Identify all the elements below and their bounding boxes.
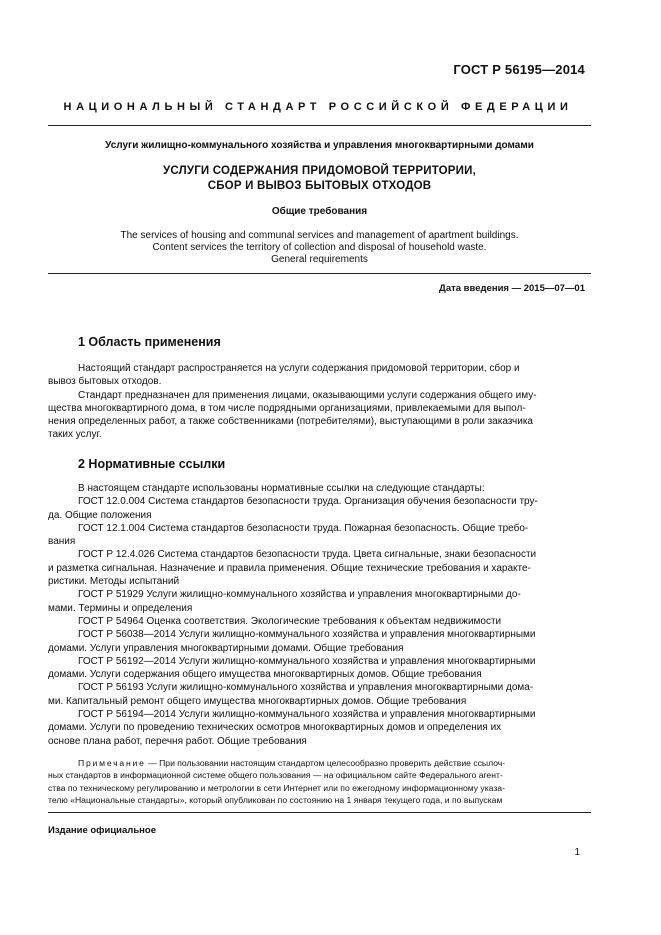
reference-line: ГОСТ 12.1.004 Система стандартов безопасности труда. Пожарная безопасность. Общие требо- (78, 522, 529, 534)
section-1-line: Настоящий стандарт распространяется на услуги содержания придомовой территории, сбор и (78, 363, 520, 374)
note-line: — При пользовании настоящим стандартом целесообразно проверить действие ссылоч- (145, 758, 506, 768)
note-first-line (78, 757, 590, 769)
reference-line: да. Общие положения (48, 509, 152, 521)
reference-line: ми. Капитальный ремонт общего имущества многоквартирных домов. Общие требования (48, 695, 467, 707)
section-1-line: Стандарт предназначен для применения лицами, оказывающими услуги содержания общего иму- (78, 389, 537, 401)
footer-divider (48, 812, 591, 813)
reference-line: ристики. Методы испытаний (48, 576, 180, 588)
top-divider (48, 125, 591, 126)
reference-line: ГОСТ Р 56194—2014 Услуги жилищно-коммунального хозяйства и управления многоквартирными (78, 709, 536, 721)
note-line: ных стандартов в информационной системе общего пользования — на официальном сайте Федерального агент- (48, 770, 503, 781)
reference-line: ГОСТ Р 54964 Оценка соответствия. Экологические требования к объектам недвижимости (78, 615, 502, 627)
section-1-line: щества многоквартирного дома, в том числе подрядными организациями, привлекаемыми для выпол- (48, 402, 526, 414)
reference-line: ГОСТ Р 56038—2014 Услуги жилищно-коммунального хозяйства и управления многоквартирными (78, 629, 536, 641)
reference-line: домами. Услуги по проведению технических осмотров многоквартирных домов и определения их (48, 722, 502, 734)
section-1-line: нения определенных работ, а также собственниками (потребителями), выступающими в роли заказчика (48, 416, 533, 428)
intro-date: Дата введения — 2015—07—01 (439, 283, 585, 294)
reference-line: ГОСТ 12.0.004 Система стандартов безопасности труда. Организация обучения безопасности тру- (78, 496, 538, 508)
reference-line: В настоящем стандарте использованы нормативные ссылки на следующие стандарты: (78, 483, 485, 494)
reference-line: вания (48, 536, 76, 548)
section-1-line: вывоз бытовых отходов. (48, 376, 162, 388)
reference-line: домами. Услуги содержания общего имущества многоквартирных домов. Общие требования (48, 669, 482, 681)
reference-line: ГОСТ Р 56193 Услуги жилищно-коммунального хозяйства и управления многоквартирными дома- (78, 682, 534, 694)
section-1-line: таких услуг. (48, 429, 102, 441)
section-1-heading: 1 Область применения (78, 335, 221, 349)
note-line: ства по техническому регулированию и метрологии в сети Интернет или по ежегодному информационному указа- (48, 782, 505, 793)
section-1-body (48, 362, 590, 442)
reference-line: ГОСТ Р 56192—2014 Услуги жилищно-коммунального хозяйства и управления многоквартирными (78, 655, 536, 667)
section-2-heading: 2 Нормативные ссылки (78, 457, 226, 471)
page-number: 1 (574, 847, 580, 858)
note-label: Примечание (78, 758, 146, 768)
reference-line: мами. Термины и определения (48, 602, 193, 614)
reference-line: основе плана работ, перечня работ. Общие требования (48, 735, 307, 747)
main-title-line-1: УСЛУГИ СОДЕРЖАНИЯ ПРИДОМОВОЙ ТЕРРИТОРИИ, (163, 165, 476, 177)
english-title-line-3: General requirements (271, 254, 368, 265)
reference-line: ГОСТ Р 12.4.026 Система стандартов безопасности труда. Цвета сигнальные, знаки безопасности (78, 549, 537, 561)
series-title: Услуги жилищно-коммунального хозяйства и управления многоквартирными домами (105, 140, 534, 151)
note-line: телю «Национальные стандарты», который опубликован по состоянию на 1 января текущего года, и по выпускам (48, 795, 503, 806)
reference-line: ГОСТ Р 51929 Услуги жилищно-коммунального хозяйства и управления многоквартирными до- (78, 589, 521, 601)
section-2-body (48, 482, 590, 748)
main-title-line-2: СБОР И ВЫВОЗ БЫТОВЫХ ОТХОДОВ (207, 180, 432, 192)
english-title-line-2: Content services the territory of collection and disposal of household waste. (152, 242, 487, 253)
gost-number: ГОСТ Р 56195—2014 (453, 62, 585, 77)
title-divider (48, 273, 591, 274)
reference-line: и разметка сигнальная. Назначение и правила применения. Общие технические требования и характе- (48, 562, 531, 574)
official-edition: Издание официальное (48, 825, 156, 836)
subtitle: Общие требования (271, 206, 368, 217)
note-block (48, 757, 590, 807)
national-standard-banner: НАЦИОНАЛЬНЫЙ СТАНДАРТ РОССИЙСКОЙ ФЕДЕРАЦИИ (63, 101, 573, 113)
english-title-line-1: The services of housing and communal services and management of apartment buildings. (120, 230, 519, 241)
reference-line: домами. Услуги управления многоквартирными домами. Общие требования (48, 642, 404, 654)
